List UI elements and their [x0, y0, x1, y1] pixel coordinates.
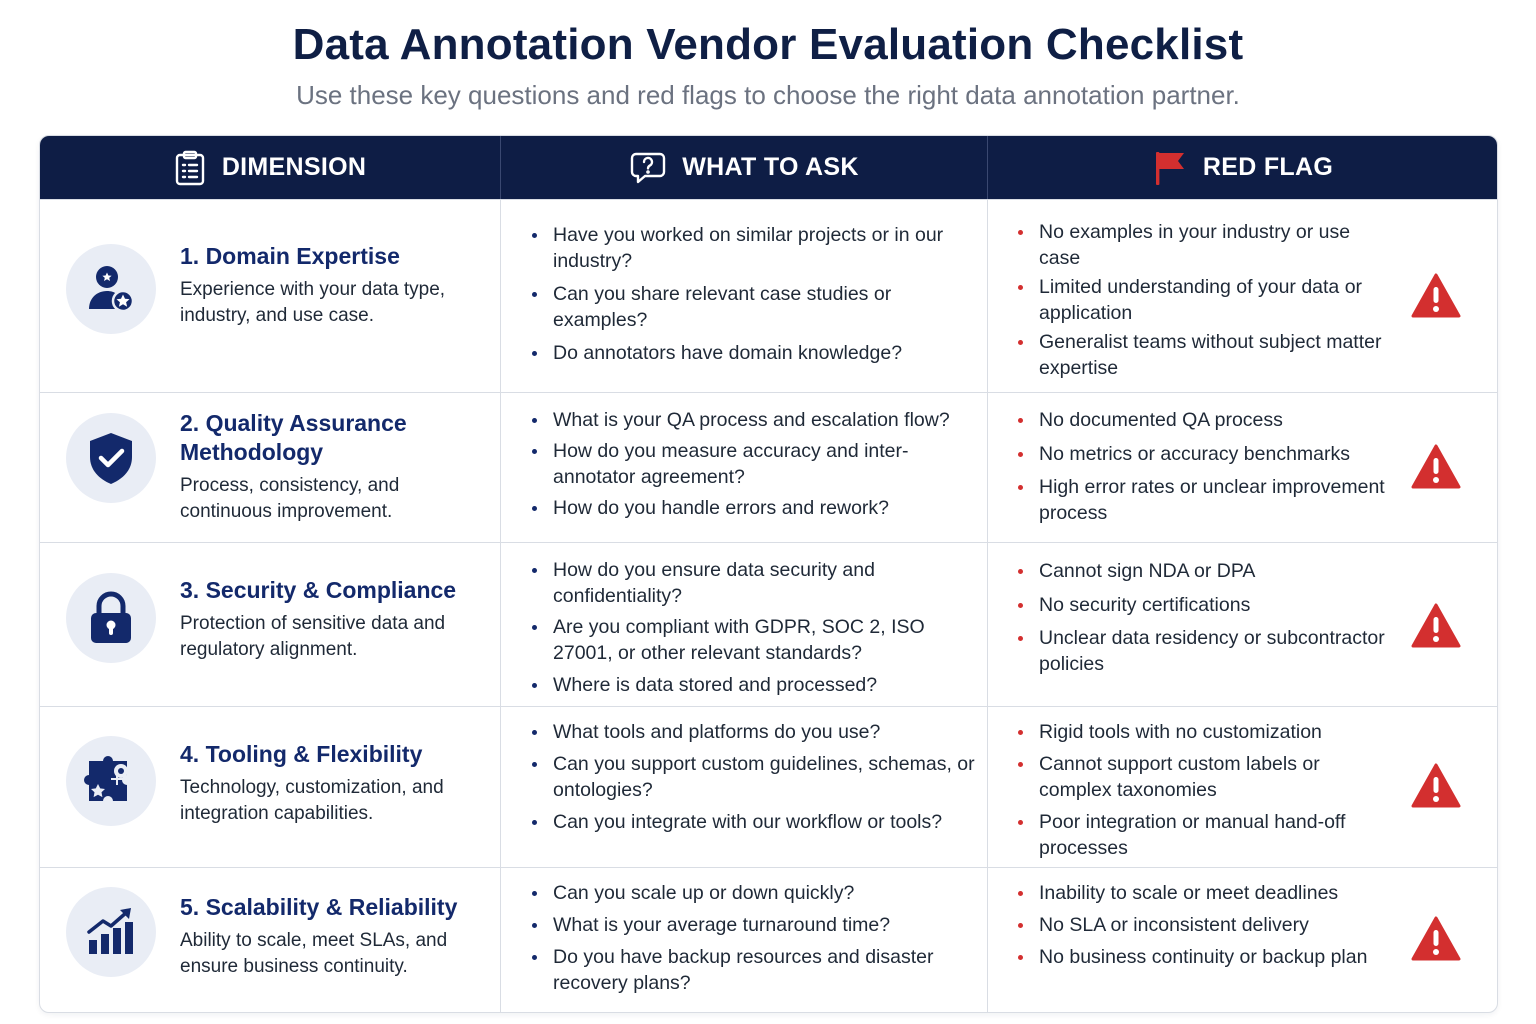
warning-triangle-icon [1411, 444, 1461, 490]
list-item: Cannot sign NDA or DPA [1039, 558, 1389, 584]
list-item: No examples in your industry or use case [1039, 219, 1389, 271]
dimension-title: 1. Domain Expertise [180, 243, 400, 269]
list-item: Where is data stored and processed? [553, 672, 983, 698]
list-item: Can you scale up or down quickly? [553, 880, 983, 906]
shield-check-icon [66, 413, 156, 503]
list-item: How do you ensure data security and confidentiality? [553, 557, 983, 609]
list-item: How do you handle errors and rework? [553, 495, 983, 521]
list-item: Can you share relevant case studies or examples? [553, 281, 983, 333]
page-title: Data Annotation Vendor Evaluation Checklist [292, 20, 1244, 69]
list-item: Have you worked on similar projects or in our industry? [553, 222, 983, 274]
ask-list [553, 222, 983, 366]
ask-list [553, 880, 983, 996]
list-item: No documented QA process [1039, 407, 1389, 433]
dimension-title: 3. Security & Compliance [180, 577, 457, 603]
list-item: What tools and platforms do you use? [553, 719, 983, 745]
table-header [40, 136, 1497, 199]
list-item: No SLA or inconsistent delivery [1039, 912, 1389, 938]
dimension-description: Experience with your data type, industry, and use case. [180, 279, 446, 326]
list-item: Do annotators have domain knowledge? [553, 340, 983, 366]
ask-list [553, 557, 983, 698]
dimension-title: 5. Scalability & Reliability [180, 894, 458, 920]
table-row [40, 706, 1497, 868]
list-item: High error rates or unclear improvement process [1039, 474, 1389, 526]
header-ask-label: WHAT TO ASK [682, 153, 859, 181]
lock-icon [66, 573, 156, 663]
red-flag-list [1039, 558, 1389, 677]
person-star-icon [66, 244, 156, 334]
header-red-flag-label: RED FLAG [1202, 153, 1334, 181]
list-item: What is your QA process and escalation flow? [553, 407, 983, 433]
list-item: No business continuity or backup plan [1039, 944, 1389, 970]
table-row [40, 392, 1497, 543]
warning-triangle-icon [1411, 273, 1461, 319]
question-chat-icon [630, 151, 666, 185]
header-red-flag [987, 136, 1498, 199]
dimension-title: 2. Quality Assurance Methodology [180, 410, 407, 465]
list-item: Rigid tools with no customization [1039, 719, 1389, 745]
checklist-table [39, 135, 1498, 1013]
list-item: Limited understanding of your data or application [1039, 274, 1389, 326]
dimension-description: Process, consistency, and continuous improvement. [180, 475, 400, 522]
red-flag-list [1039, 407, 1389, 526]
list-item: Inability to scale or meet deadlines [1039, 880, 1389, 906]
list-item: Can you integrate with our workflow or tools? [553, 809, 983, 835]
ask-list [553, 719, 983, 835]
red-flag-list [1039, 880, 1389, 970]
red-flag-icon [1153, 150, 1187, 186]
header-dimension [40, 136, 500, 199]
dimension-title: 4. Tooling & Flexibility [180, 741, 423, 767]
dimension-description: Ability to scale, meet SLAs, and ensure business continuity. [180, 930, 448, 977]
list-item: No security certifications [1039, 592, 1389, 618]
growth-chart-icon [66, 887, 156, 977]
table-row [40, 199, 1497, 393]
list-item: Are you compliant with GDPR, SOC 2, ISO 27001, or other relevant standards? [553, 614, 983, 666]
table-row [40, 867, 1497, 1013]
header-dimension-label: DIMENSION [221, 153, 367, 181]
ask-list [553, 407, 983, 521]
table-row [40, 542, 1497, 707]
clipboard-list-icon [174, 150, 206, 186]
page-subtitle: Use these key questions and red flags to choose the right data annotation partner. [296, 80, 1240, 110]
list-item: Do you have backup resources and disaster recovery plans? [553, 944, 983, 996]
list-item: Unclear data residency or subcontractor policies [1039, 625, 1389, 677]
header-ask [500, 136, 988, 199]
list-item: Cannot support custom labels or complex taxonomies [1039, 751, 1389, 803]
list-item: Generalist teams without subject matter expertise [1039, 329, 1389, 381]
puzzle-gear-icon [66, 736, 156, 826]
warning-triangle-icon [1411, 916, 1461, 962]
warning-triangle-icon [1411, 603, 1461, 649]
list-item: Can you support custom guidelines, schemas, or ontologies? [553, 751, 983, 803]
list-item: What is your average turnaround time? [553, 912, 983, 938]
dimension-description: Technology, customization, and integration capabilities. [180, 777, 444, 824]
list-item: Poor integration or manual hand-off processes [1039, 809, 1389, 861]
warning-triangle-icon [1411, 763, 1461, 809]
red-flag-list [1039, 219, 1389, 381]
list-item: How do you measure accuracy and inter-annotator agreement? [553, 438, 983, 490]
red-flag-list [1039, 719, 1389, 861]
list-item: No metrics or accuracy benchmarks [1039, 441, 1389, 467]
dimension-description: Protection of sensitive data and regulatory alignment. [180, 613, 446, 660]
